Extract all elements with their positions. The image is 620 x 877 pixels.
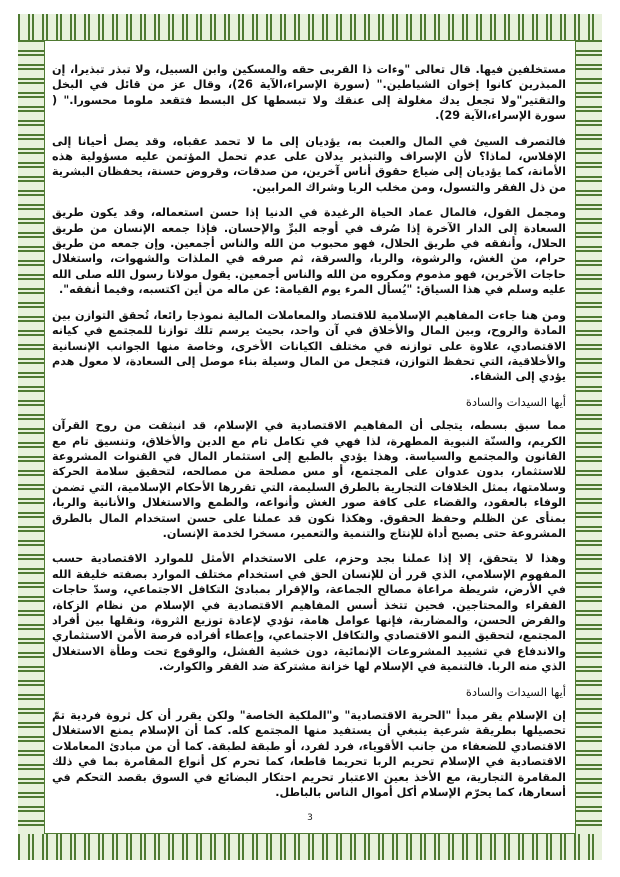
greek-key-border-left <box>18 40 44 834</box>
section-heading: أيها السيدات والسادة <box>465 684 566 699</box>
paragraph: فالتصرف السيئ في المال والعبث به، يؤديان إلى ما لا تحمد عقباه، وقد يصل أحيانا إلى الإفلاس، لماذا؟ لأن الإسراف والتبذير يدلان على عدم تحمل المؤتمن عليه مسؤولية هذه الأمانة، كما يؤديان إلى ضياع حقوق أناس آخرين، من صدقات، وقروض حسنة، يحفظان البشرية من ذل الفقر والتسول، ومن مخلب الربا وشراك المرابين. <box>52 134 566 194</box>
greek-key-border-top <box>18 14 602 40</box>
document-body <box>52 62 566 832</box>
paragraph: مستخلفين فيها. قال تعالى "وءات ذا القربى حقه والمسكين وابن السبيل، ولا تبذر تبذيرا، إن المبذرين كانوا إخوان الشياطين." (سورة الإسراء،الآية 26)، وقال عز من قائل في البخل والتقتير"ولا تجعل يدك مغلولة إلى عنقك ولا تبسطها كل البسط فتقعد ملوما محسورا." ( سورة الإسراء،الآية 29). <box>52 63 566 123</box>
greek-key-border-bottom <box>18 834 602 860</box>
paragraph: إن الإسلام يقر مبدأ "الحرية الاقتصادية" و"الملكية الخاصة" ولكن يقرر أن كل ثروة فردية تمّ تحصيلها بطريقة شرعية ينبغي أن يستفيد منها المجتمع كله. كما أن الإسلام يمنع الاستغلال الاقتصادي للضعفاء من جانب الأقوياء، فرد لفرد، أو طبقة لطبقة. كما أن من مبادئ المعاملات الاقتصادية في الإسلام تحريم الربا تحريما قاطعا، كما تحرم كل أنواع المقامرة بما في ذلك المقامرة التجارية، مع الأخذ بعين الاعتبار تحريم احتكار البضائع في السوق بقصد التحكم في أسعارها، كما يحرّم الإسلام أكل أموال الناس بالباطل. <box>52 709 566 800</box>
page-number: 3 <box>307 813 313 823</box>
greek-key-border-right <box>576 40 602 834</box>
paragraph: مما سبق بسطه، يتجلى أن المفاهيم الاقتصادية في الإسلام، قد انبثقت من روح القرآن الكريم، والسنّة النبوية المطهرة، لذا فهي في تكامل تام مع الدين والأخلاق، وتنسيق تام مع القانون والمجتمع والسياسة. وهذا يؤدي بالطبع إلى استثمار المال في القنوات المشروعة للاستثمار، بدون عدوان على المجتمع، أو مس مصلحة من مصالحه، لتحقيق سلامة الحركة وسلامتها، بمثل الخلافات التجارية بالطرق السليمة، التي تقررها الأحكام الإسلامية، التي تضمن الوفاء بالعقود، والقضاء على كافة صور الغش وأنواعه، والطمع والاستغلال والأنانية والربا، بمنأى عن الظلم وحفظ الحقوق. وهكذا نكون قد عملنا على حسن استخدام المال بالطرق المشروعة حتى يصبح أداة للإنتاج والتنمية والتعمير، مسخرا لخدمة الإنسان. <box>52 419 566 540</box>
paragraph: ومن هنا جاءت المفاهيم الإسلامية للاقتصاد والمعاملات المالية نموذجا رائعا، تُحقق التوازن بين المادة والروح، وبين المال والأخلاق في آن واحد، بحيث يرسم تلك توازنا للمجتمع في كيانه الاقتصادي، علاوة على توازنه في مختلف الكيانات الأخرى، وخاصة منها الجوانب الإنسانية والأخلاقية، التي تحفظ التوازن، فتجعل من المال وسيلة بناء موصل إلى السعادة، لا معول هدم يؤدي إلى الشقاء. <box>52 308 566 384</box>
section-heading: أيها السيدات والسادة <box>465 394 566 409</box>
paragraph: وهذا لا يتحقق، إلا إذا عملنا بجد وحزم، على الاستخدام الأمثل للموارد الاقتصادية حسب المفهوم الإسلامي، الذي قرر أن للإنسان الحق في استخدام مختلف الموارد بصفته خليفة الله في الأرض، شريطة مراعاة مصالح الجماعة، والإقرار بمبادئ التكافل الاجتماعي، وسدّ حاجات الفقراء والمحتاجين. فحين تتخذ أسس المفاهيم الاقتصادية في الإسلام من نظام الزكاة، والقرض الحسن، والمضاربة، فإنها عوامل هامة، تؤدي لإعادة توزيع الثروة، ونقلها بين أفراد المجتمع، لتحقيق النمو الاقتصادي والتكافل الاجتماعي، وإعطاء أفراده فرصة الأمن الاستثماري والاندفاع في تشييد المشروعات الإنمائية، دون خشية الفشل، والوقوع تحت وطأة الاستغلال الذي منه الربا. فالتنمية في الإسلام لها خزانة مشتركة ضد الفقر والكوارث. <box>52 552 566 674</box>
paragraph: ومجمل القول، فالمال عماد الحياة الرغيدة في الدنيا إذا حسن استعماله، وقد يكون طريق السعادة إلى الدار الآخرة إذا صُرف في أوجه البرِّ والإحسان. فإذا جمعه الإنسان من طريق الحلال، وأنفقه في طريق الحلال، فهو محبوب من الله والناس أجمعين. وإن جمعه من طريق حرام، من الغش، والرشوة، والربا، والسرقة، ثم صرفه في الملذات والشهوات، واستغلال حاجات الآخرين، فهو مذموم ومكروه من الله والناس أجمعين. يقول مولانا رسول الله صلى الله عليه وسلم في هذا السياق: "يُسأل المرء يوم القيامة: عن ماله من أين اكتسبه، وفيما أنفقه". <box>52 206 566 297</box>
